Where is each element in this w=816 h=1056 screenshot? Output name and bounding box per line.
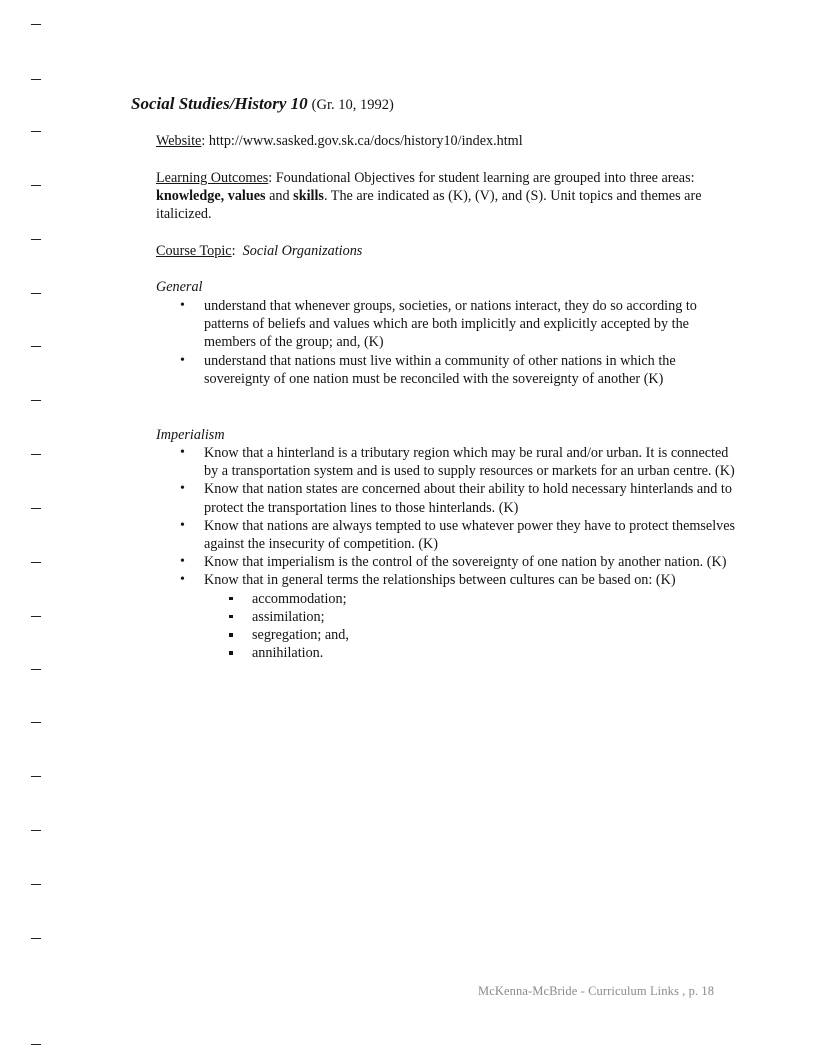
general-heading: General [156, 279, 203, 295]
outcomes-text: : Foundational Objectives for student learning are grouped into three areas: [268, 170, 695, 186]
outcomes-bold-skills: skills [293, 188, 324, 205]
learning-outcomes-label: Learning Outcomes [156, 170, 269, 186]
list-item-with-sublist [156, 571, 736, 662]
course-topic-line [156, 242, 362, 260]
margin-mark [31, 669, 41, 670]
margin-mark [31, 884, 41, 885]
list-item: • understand that nations must live within a community of other nations in which the sovereignty of one nation must be reconciled with the sovereignty of another (K) [156, 352, 736, 388]
margin-mark [31, 24, 41, 25]
margin-mark [31, 616, 41, 617]
title-grade-year: (Gr. 10, 1992) [311, 97, 394, 113]
list-item: • understand that whenever groups, societies, or nations interact, they do so according to patterns of beliefs and values which are both implicitly and explicitly accepted by the members of the group; and, (K) [156, 297, 736, 352]
website-label: Website [156, 133, 202, 149]
website-line [156, 132, 523, 150]
sublist-item: accommodation; [204, 590, 736, 608]
margin-mark [31, 830, 41, 831]
relationships-sublist [204, 590, 736, 663]
sublist-item: segregation; and, [204, 626, 736, 644]
course-topic-label: Course Topic [156, 243, 232, 259]
outcomes-text: and [265, 188, 294, 205]
margin-mark [31, 239, 41, 240]
title-main: Social Studies/History 10 [131, 94, 308, 113]
list-item: • Know that nation states are concerned about their ability to hold necessary hinterlands and to protect the transportation lines to those hinterlands. (K) [156, 480, 736, 516]
sublist-item: annihilation. [204, 644, 736, 662]
website-url: : http://www.sasked.gov.sk.ca/docs/history10/index.html [201, 133, 523, 149]
margin-mark [31, 776, 41, 777]
course-topic-value: Social Organizations [242, 243, 363, 259]
margin-mark [31, 185, 41, 186]
outcomes-bold-knowledge-values: knowledge, values [156, 188, 266, 205]
learning-outcomes-paragraph [156, 169, 736, 224]
margin-mark [31, 400, 41, 401]
list-item: • Know that a hinterland is a tributary region which may be rural and/or urban. It is connected by a transportation system and is used to supply resources or markets for an urban centre. (K) [156, 444, 736, 480]
margin-mark [31, 454, 41, 455]
margin-mark [31, 346, 41, 347]
margin-mark [31, 508, 41, 509]
document-title [131, 94, 394, 114]
list-item: • Know that imperialism is the control of the sovereignty of one nation by another nation. (K) [156, 553, 736, 571]
margin-mark [31, 293, 41, 294]
outcomes-text: . The are indicated as (K), (V), and (S). Unit topics and themes are italicized. [156, 188, 702, 223]
margin-mark [31, 562, 41, 563]
margin-mark [31, 79, 41, 80]
imperialism-heading: Imperialism [156, 427, 225, 443]
general-list [156, 297, 736, 388]
list-item-text: Know that in general terms the relationships between cultures can be based on: (K) [204, 572, 676, 589]
sublist-item: assimilation; [204, 608, 736, 626]
page-footer: McKenna-McBride - Curriculum Links , p. 18 [478, 984, 715, 998]
margin-mark [31, 131, 41, 132]
list-item: • Know that nations are always tempted to use whatever power they have to protect themselves against the insecurity of competition. (K) [156, 517, 736, 553]
imperialism-list [156, 444, 736, 662]
course-topic-colon: : [231, 243, 236, 259]
margin-mark [31, 1044, 41, 1045]
margin-mark [31, 938, 41, 939]
margin-mark [31, 722, 41, 723]
